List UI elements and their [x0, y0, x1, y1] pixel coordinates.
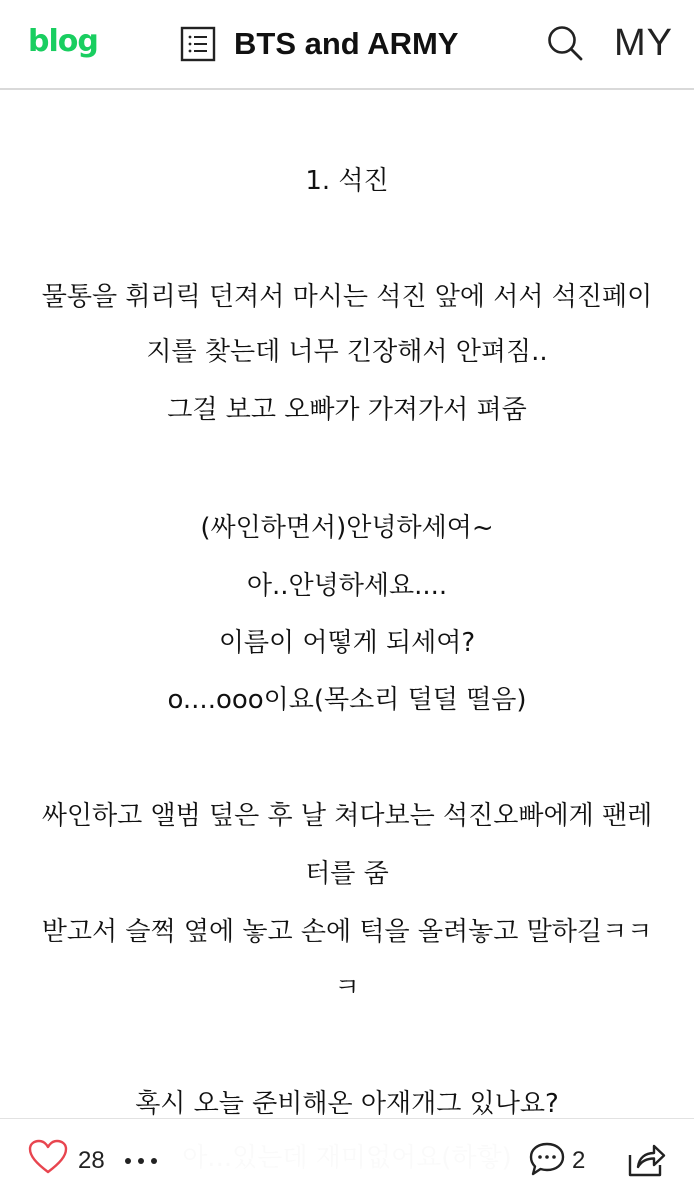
blog-logo[interactable]: blog [28, 24, 98, 59]
post-line: 지를 찾는데 너무 긴장해서 안펴짐.. [146, 337, 548, 367]
top-header [0, 0, 694, 90]
blog-title-area[interactable] [180, 24, 458, 64]
post-line: ㅋ [334, 973, 360, 1003]
my-button[interactable]: MY [614, 22, 673, 64]
post-line: 1. 석진 [305, 166, 389, 196]
bottom-action-bar [0, 1118, 694, 1201]
heart-icon[interactable] [28, 1139, 68, 1175]
list-icon[interactable] [180, 26, 216, 62]
post-line: 혹시 오늘 준비해온 아재개그 있나요? [135, 1089, 559, 1118]
post-line: o....ooo이요(목소리 덜덜 떨음) [167, 685, 527, 715]
like-count: 28 [78, 1147, 105, 1174]
share-icon[interactable] [626, 1139, 666, 1179]
post-line: 받고서 슬쩍 옆에 놓고 손에 턱을 올려놓고 말하길ㅋㅋ [41, 917, 653, 947]
post-line: 터를 줌 [305, 859, 389, 889]
post-line: 아..안녕하세요.... [246, 571, 448, 601]
post-content [0, 88, 694, 1118]
post-line: 그걸 보고 오빠가 가져가서 펴줌 [167, 395, 527, 425]
post-line: 싸인하고 앨범 덮은 후 날 쳐다보는 석진오빠에게 팬레 [41, 801, 653, 831]
search-icon[interactable] [546, 24, 584, 62]
comment-count: 2 [572, 1147, 586, 1174]
post-line: 물통을 휘리릭 던져서 마시는 석진 앞에 서서 석진페이 [41, 282, 653, 312]
comment-icon[interactable] [528, 1141, 566, 1177]
more-icon[interactable] [124, 1157, 158, 1165]
post-line: 이름이 어떻게 되세여? [218, 628, 476, 658]
blog-title[interactable]: BTS and ARMY [234, 26, 459, 61]
post-line: (싸인하면서)안녕하세여~ [200, 513, 494, 543]
